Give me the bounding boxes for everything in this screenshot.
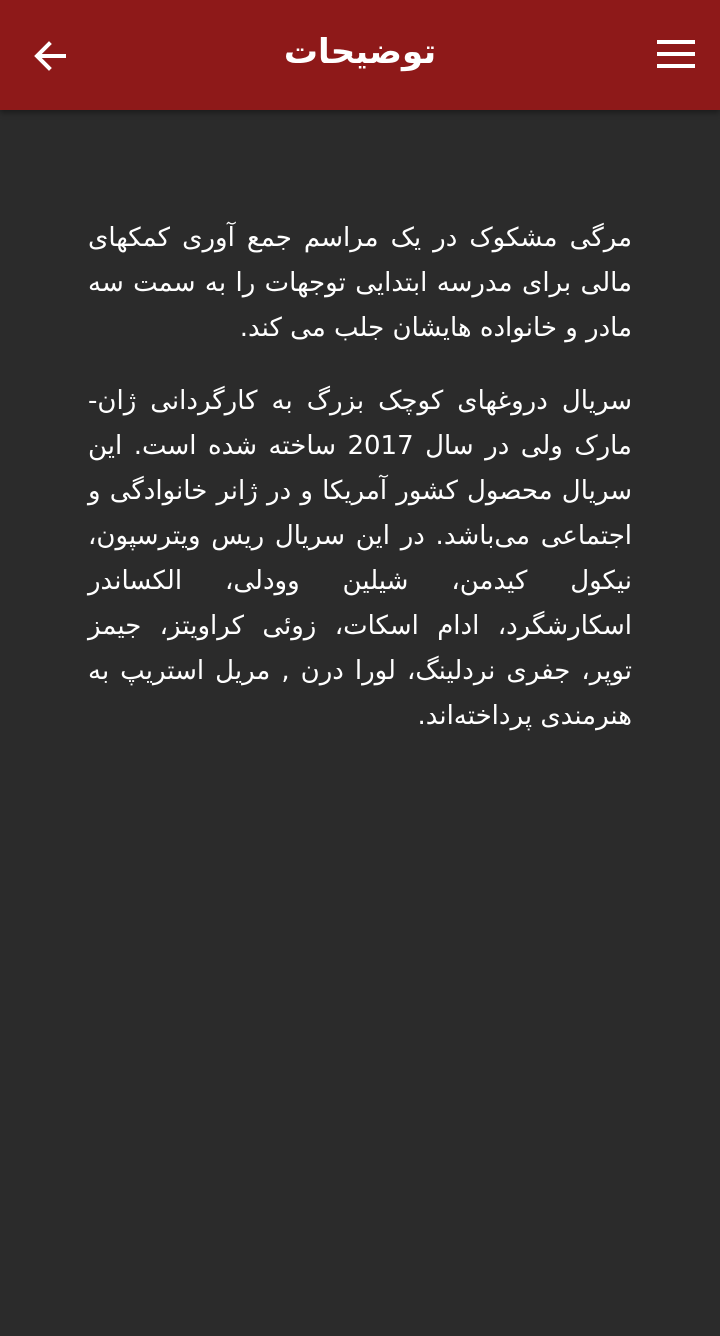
- description-content: [88, 216, 632, 767]
- menu-button[interactable]: [652, 30, 700, 78]
- description-paragraph: مرگی مشکوک در یک مراسم جمع آوری کمکهای مالی برای مدرسه ابتدایی توجهات را به سمت سه مادر و خانواده هایشان جلب می کند.: [88, 223, 632, 343]
- hamburger-menu-icon: [656, 39, 696, 69]
- description-paragraph: سریال دروغهای کوچک بزرگ به کارگردانی ژان-مارک ولی در سال 2017 ساخته شده است. این سریال محصول کشور آمریکا و در ژانر خانوادگی و اجتماعی می‌باشد. در این سریال ریس ویترسپون، نیکول کیدمن، شیلین وودلی، الکساندر اسکارشگرد، ادام اسکات، زوئی کراویتز، جیمز توپر، جفری نردلینگ، لورا درن , مریل استریپ به هنرمندی پرداخته‌اند.: [88, 386, 632, 731]
- app-bar: [0, 0, 720, 110]
- page-title: توضیحات: [283, 32, 437, 72]
